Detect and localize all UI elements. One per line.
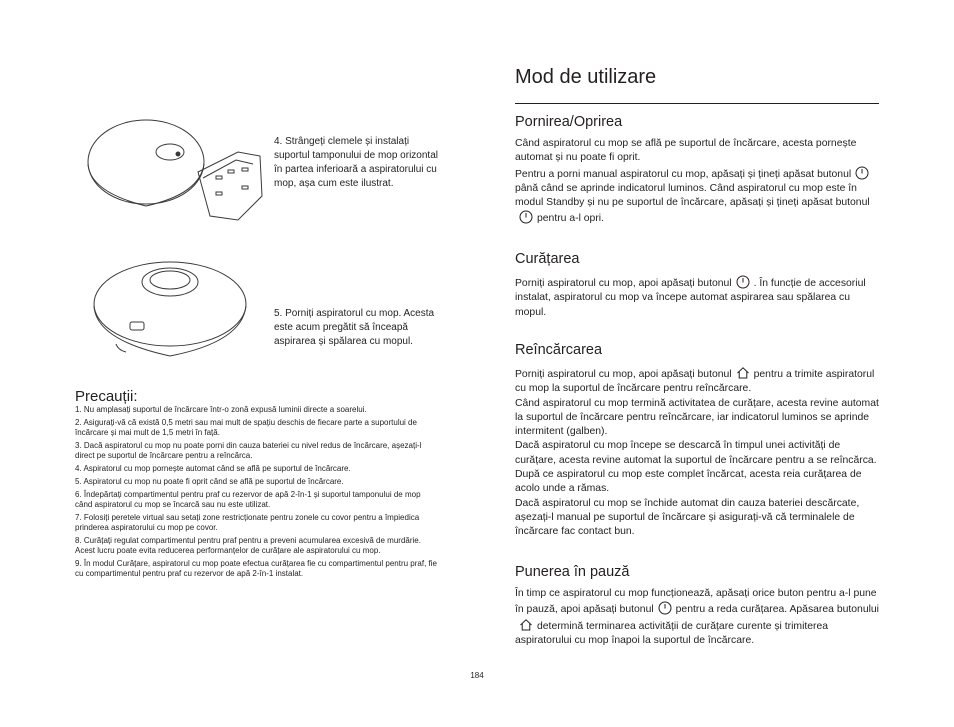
power-button-icon: [736, 275, 750, 289]
power-button-icon: [855, 166, 869, 180]
text-run: În timp ce aspiratorul cu mop funcționează, apăsați orice buton pentru a-l pune în pauză, apoi apăsați butonul: [515, 588, 877, 616]
precaution-item: 6. Îndepărtați compartimentul pentru praf cu rezervor de apă 2-în-1 și suportul tamponului de mop când aspiratorul cu mop se încarcă sau nu este utilizat.: [75, 490, 421, 509]
section-title-pauza: Punerea în pauză: [515, 564, 630, 580]
precaution-item: 3. Dacă aspiratorul cu mop nu poate porni din cauza bateriei cu nivel redus de încărcare, așezați-l direct pe suportul de încărcare pentru a reîncărca.: [75, 441, 422, 460]
text-run: până când se aprinde indicatorul luminos. Când aspiratorul cu mop este în modul Standby și nu pe suportul de încărcare, apăsați și țineți apăsat butonul: [515, 182, 870, 209]
text-run: pentru a trimite aspiratorul cu mop la suportul de încărcare pentru reîncărcare.: [515, 369, 875, 395]
precaution-item: 9. În modul Curățare, aspiratorul cu mop poate efectua curățarea fie cu compartimentul pentru praf, fie cu compartimentul pentru praf cu rezervor de apă 2-în-1 instalat.: [75, 559, 437, 578]
paragraph: Dacă aspiratorul cu mop începe se descarcă în timpul unei activități de curățare, acesta revine automat la suportul de încărcare pentru a se reîncărca. După ce aspiratorul cu mop este complet încărcat, acesta reia curățarea de acolo unde a rămas.: [515, 440, 877, 495]
page-title: Mod de utilizare: [515, 66, 657, 88]
home-button-icon: [736, 366, 750, 380]
title-divider: [515, 103, 879, 104]
robot-mop-holder-illustration: [78, 112, 278, 232]
robot-vacuum-illustration: [86, 252, 256, 372]
section-body-curatarea: [515, 275, 879, 320]
step-4-caption: 4. Strângeți clemele și instalați suportul tamponului de mop orizontal în partea inferioară a aspiratorului cu mop, așa cum este ilustrat.: [274, 136, 438, 189]
precaution-item: 1. Nu amplasați suportul de încărcare într-o zonă expusă luminii directe a soarelui.: [75, 405, 367, 414]
section-title-reincarcarea: Reîncărcarea: [515, 342, 603, 358]
power-button-icon: [519, 210, 533, 224]
precautions-title: Precauții:: [75, 388, 138, 405]
paragraph: [515, 366, 879, 397]
precaution-item: 2. Asigurați-vă că există 0,5 metri sau mai mult de spațiu deschis de fiecare parte a suportului de încărcare și mai mult de 1,5 metri în față.: [75, 418, 417, 437]
precaution-item: 5. Aspiratorul cu mop nu poate fi oprit când se află pe suportul de încărcare.: [75, 477, 344, 486]
text-run: Porniți aspiratorul cu mop, apoi apăsați butonul: [515, 369, 732, 380]
precaution-item: 7. Folosiți peretele virtual sau setați zone restricționate pentru zonele cu covor pentru a împiedica prinderea aspiratorului cu mop pe covor.: [75, 513, 420, 532]
step-5-caption: 5. Porniți aspiratorul cu mop. Acesta este acum pregătit să înceapă aspirarea și spălarea cu mopul.: [274, 308, 435, 347]
paragraph: Când aspiratorul cu mop se află pe suportul de încărcare, acesta pornește automat și nu poate fi oprit.: [515, 138, 857, 164]
text-run: pentru a reda curățarea. Apăsarea butonului: [675, 604, 879, 616]
paragraph: [515, 166, 879, 227]
page-number: 184: [470, 671, 484, 680]
paragraph: Dacă aspiratorul cu mop se închide automat din cauza bateriei descărcate, așezați-l manual pe suportul de încărcare și asigurați-vă că terminalele de încărcare fac contact bun.: [515, 497, 860, 538]
paragraph: Când aspiratorul cu mop termină activitatea de curățare, acesta revine automat la suportul de încărcare pentru reîncărcare, iar indicatorul luminos se aprinde intermitent (galben).: [515, 397, 879, 438]
precaution-item: 4. Aspiratorul cu mop pornește automat când se află pe suportul de încărcare.: [75, 464, 351, 473]
section-body-pauza: [515, 587, 879, 648]
power-button-icon: [658, 601, 672, 615]
text-run: determină terminarea activității de curățare curente și trimiterea aspiratorului cu mop înapoi la suportul de încărcare.: [515, 620, 829, 646]
precautions-list: [75, 405, 440, 582]
text-run: . În funcție de accesoriul instalat, aspiratorul cu mop va începe automat aspirarea sau spălarea cu mopul.: [515, 278, 866, 318]
text-run: Pentru a porni manual aspiratorul cu mop, apăsați și țineți apăsat butonul: [515, 168, 852, 180]
text-run: pentru a-l opri.: [537, 213, 604, 225]
precaution-item: 8. Curățați regulat compartimentul pentru praf pentru a preveni acumularea excesivă de murdărie. Acest lucru poate evita reducerea performanțelor de curățare ale aspiratorului cu mop.: [75, 536, 421, 555]
section-body-pornirea: [515, 137, 879, 227]
section-title-pornirea: Pornirea/Oprirea: [515, 114, 623, 130]
home-button-icon: [519, 618, 533, 632]
section-title-curatarea: Curățarea: [515, 251, 580, 267]
section-body-reincarcarea: [515, 366, 879, 540]
text-run: Porniți aspiratorul cu mop, apoi apăsați butonul: [515, 278, 732, 289]
